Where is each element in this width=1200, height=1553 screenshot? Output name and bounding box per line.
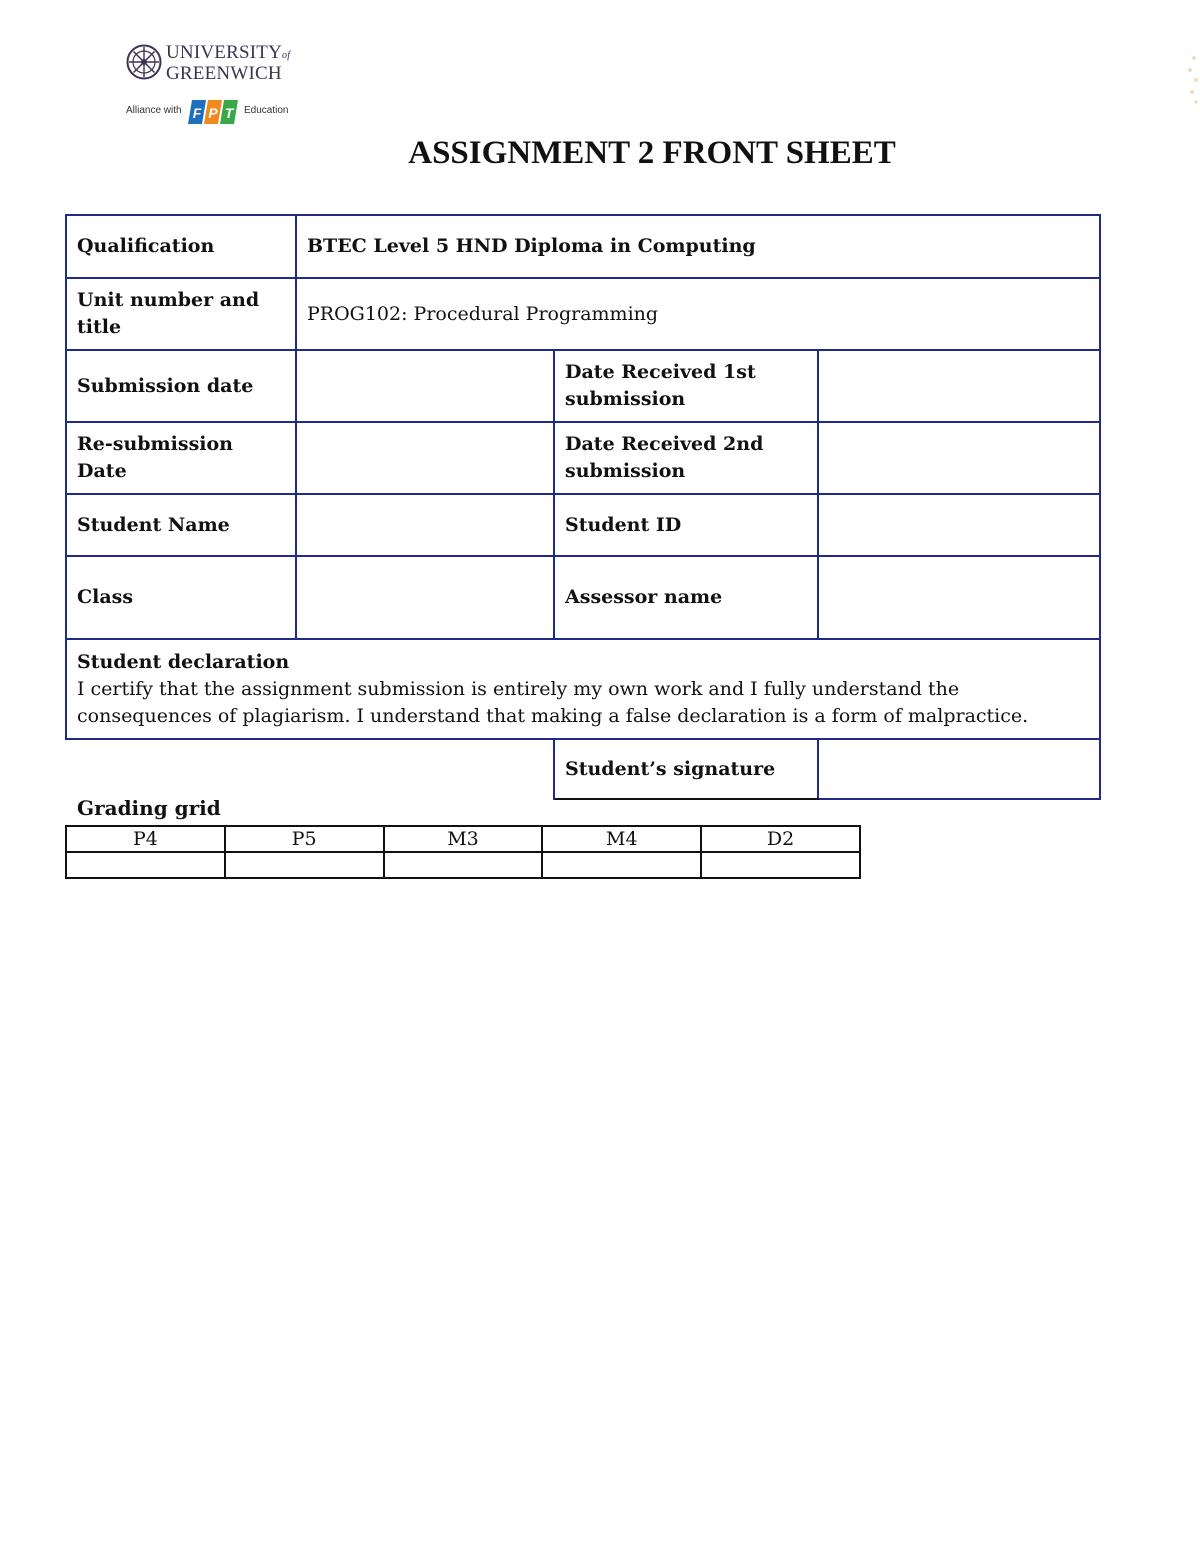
grade-value-p4[interactable] [66,852,225,878]
resubmission-row [66,422,1100,494]
signature-row [66,739,1100,799]
svg-text:P: P [208,105,218,121]
date-received-first-label: Date Received 1st submission [554,350,818,422]
qualification-label: Qualification [66,215,296,278]
grade-value-d2[interactable] [701,852,860,878]
grade-value-m3[interactable] [384,852,543,878]
declaration-title: Student declaration [77,650,290,673]
document-title: ASSIGNMENT 2 FRONT SHEET [408,135,896,171]
student-declaration [66,639,1100,739]
grade-header-p4: P4 [66,826,225,852]
declaration-row [66,639,1100,739]
signature-label: Student’s signature [554,739,818,799]
grade-header-p5: P5 [225,826,384,852]
student-row [66,494,1100,556]
alliance-label: Alliance with [126,105,182,116]
date-received-second-field[interactable] [818,422,1100,494]
assessor-name-field[interactable] [818,556,1100,639]
university-name-row [124,42,294,82]
university-seal-icon [126,44,162,80]
education-label: Education [244,105,289,116]
grading-grid-header-row [66,826,860,852]
class-label: Class [66,556,296,639]
resubmission-date-label: Re-submission Date [66,422,296,494]
student-name-label: Student Name [66,494,296,556]
date-received-second-label: Date Received 2nd submission [554,422,818,494]
grading-grid-table [65,825,861,879]
fpt-logo-icon [186,98,242,126]
svg-text:T: T [224,105,234,121]
class-field[interactable] [296,556,554,639]
unit-row [66,278,1100,350]
decorative-edge-dots-icon [1184,50,1200,110]
student-id-label: Student ID [554,494,818,556]
grade-header-m4: M4 [542,826,701,852]
university-logo [124,40,294,130]
grade-header-m3: M3 [384,826,543,852]
svg-text:F: F [192,105,202,121]
grade-value-p5[interactable] [225,852,384,878]
student-name-field[interactable] [296,494,554,556]
signature-spacer [66,739,554,799]
unit-label: Unit number and title [66,278,296,350]
unit-value: PROG102: Procedural Programming [296,278,1100,350]
alliance-row [126,98,296,128]
assessor-name-label: Assessor name [554,556,818,639]
qualification-value: BTEC Level 5 HND Diploma in Computing [296,215,1100,278]
submission-date-label: Submission date [66,350,296,422]
student-id-field[interactable] [818,494,1100,556]
grade-header-d2: D2 [701,826,860,852]
submission-row [66,350,1100,422]
resubmission-date-field[interactable] [296,422,554,494]
grading-grid-value-row [66,852,860,878]
qualification-row [66,215,1100,278]
class-row [66,556,1100,639]
submission-date-field[interactable] [296,350,554,422]
signature-field[interactable] [818,739,1100,799]
front-sheet-table [65,214,1101,800]
grade-value-m4[interactable] [542,852,701,878]
declaration-text: I certify that the assignment submission is entirely my own work and I fully understand the consequences of plagiarism. I understand that making a false declaration is a form of malpractice. [77,677,1029,727]
grading-grid-title: Grading grid [77,796,221,820]
university-wordmark: UNIVERSITYof GREENWICH [166,42,291,84]
date-received-first-field[interactable] [818,350,1100,422]
